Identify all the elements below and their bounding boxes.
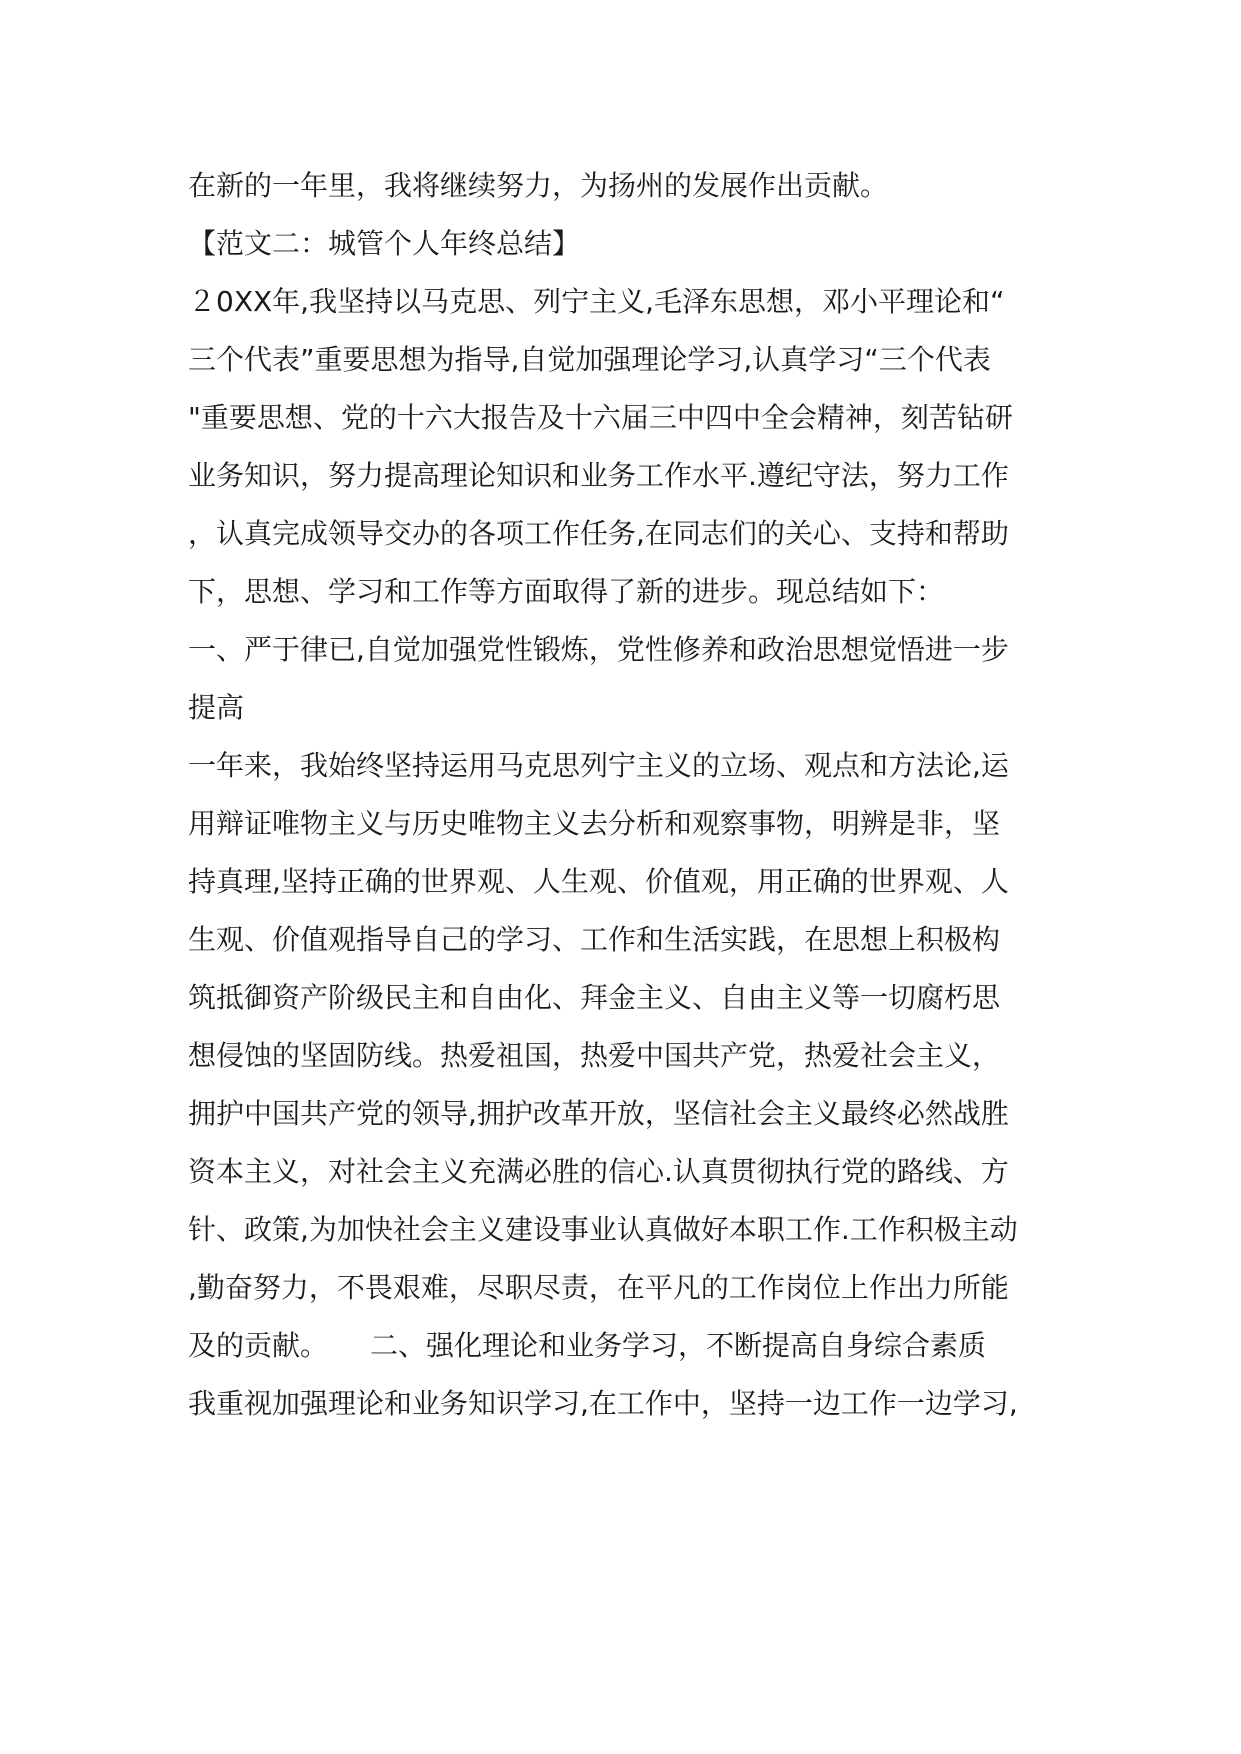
subheading-line: 提高 [188,691,245,724]
section-heading: 【范文二：城管个人年终总结】 [188,227,581,260]
subheading-line: 一、严于律已,自觉加强党性锻炼，党性修养和政治思想觉悟进一步 [188,633,1009,666]
text-line: 下，思想、学习和工作等方面取得了新的进步。现总结如下： [188,575,945,608]
text-line: 在新的一年里，我将继续努力，为扬州的发展作出贡献。 [188,169,889,202]
text-line: ,勤奋努力，不畏艰难，尽职尽责，在平凡的工作岗位上作出力所能 [188,1271,1009,1304]
text-line: 用辩证唯物主义与历史唯物主义去分析和观察事物，明辨是非，坚 [188,807,1001,840]
text-line: 想侵蚀的坚固防线。热爱祖国，热爱中国共产党，热爱社会主义， [188,1039,1001,1072]
text-line: 持真理,坚持正确的世界观、人生观、价值观，用正确的世界观、人 [188,865,1009,898]
text-line: 针、政策,为加快社会主义建设事业认真做好本职工作.工作积极主动 [188,1213,1018,1246]
text-line: 业务知识，努力提高理论知识和业务工作水平.遵纪守法，努力工作 [188,459,1009,492]
text-line: ２0XX年,我坚持以马克思、列宁主义,毛泽东思想，邓小平理论和“ [188,285,1005,318]
text-line: 拥护中国共产党的领导,拥护改革开放，坚信社会主义最终必然战胜 [188,1097,1009,1130]
text-line: 三个代表”重要思想为指导,自觉加强理论学习,认真学习“三个代表 [188,343,991,376]
text-line: ，认真完成领导交办的各项工作任务,在同志们的关心、支持和帮助 [188,517,1009,550]
text-line: 生观、价值观指导自己的学习、工作和生活实践，在思想上积极构 [188,923,1001,956]
text-line: 我重视加强理论和业务知识学习,在工作中，坚持一边工作一边学习, [188,1387,1018,1420]
text-line: 资本主义，对社会主义充满必胜的信心.认真贯彻执行党的路线、方 [188,1155,1009,1188]
text-line: "重要思想、党的十六大报告及十六届三中四中全会精神，刻苦钻研 [188,401,1013,434]
text-line: 筑抵御资产阶级民主和自由化、拜金主义、自由主义等一切腐朽思 [188,981,1001,1014]
text-line: 一年来，我始终坚持运用马克思列宁主义的立场、观点和方法论,运 [188,749,1009,782]
text-line: 及的贡献。 二、强化理论和业务学习，不断提高自身综合素质 [188,1329,987,1362]
